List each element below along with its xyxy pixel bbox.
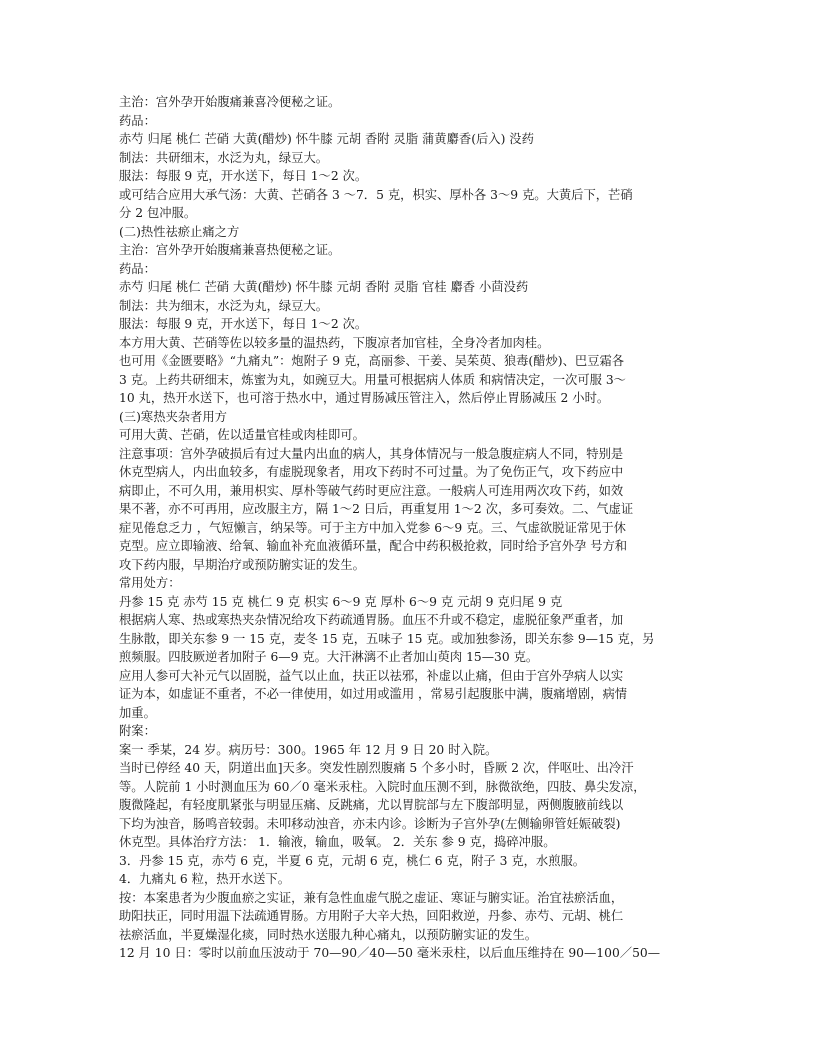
section-heading: (二)热性祛瘀止痛之方 [119,224,240,239]
text-line: 等。人院前 1 小时测血压为 60／0 毫米汞柱。入院时血压测不到，脉微欲绝，四肢、鼻尖发凉， [119,779,646,794]
text-line: 附案： [119,724,156,738]
text-line: 注意事项：宫外孕破损后有过大量内出血的病人，其身体情况与一般急腹症病人不同，特别是 [119,446,624,461]
text-line: 证为本，如虚证不重者，不必一律使用，如过用或滥用 ，常易引起腹胀中满，腹痛增剧，病情 [119,687,628,701]
text-line: 根据病人寒、热或寒热夹杂情况给攻下药疏通胃肠。血压不升或不稳定，虚脱征象严重者，加 [119,613,624,627]
text-line: 生脉散，即关东参 9 一 15 克，麦冬 15 克，五味子 15 克。或加独参汤，即关东参 9—15 克，另 [119,631,655,646]
text-line: 症见倦怠乏力 ，气短懒言，纳呆等。可于主方中加入党参 6～9 克。三、气虚欲脱证常见于休 [119,520,626,535]
text-line: 本方用大黄、芒硝等佐以较多量的温热药，下腹凉者加官桂，全身冷者加肉桂。 [119,335,550,350]
text-line: 也可用《金匮要略》“九痛丸”：炮附子 9 克，高丽参、干姜、吴茱萸、狼毒(醋炒)、巴豆霜各 [119,354,625,368]
text-line: 助阳扶正，同时用温下法疏通胃肠。方用附子大辛大热，回阳救逆，丹参、赤芍、元胡、桃仁 [119,909,624,923]
text-line: 煎频服。四肢厥逆者加附子 6—9 克。大汗淋漓不止者加山萸肉 15—30 克。 [119,650,539,664]
text-line: 分 2 包冲服。 [119,206,197,220]
text-line: 案一 季某，24 岁。病历号：300。1965 年 12 月 9 日 20 时入院。 [119,742,498,757]
text-line: 按：本案患者为少腹血瘀之实证，兼有急性血虚气脱之虚证、寒证与腑实证。治宜祛瘀活血， [119,890,624,905]
text-line: 4．九痛丸 6 粒，热开水送下。 [119,872,291,886]
text-line: 服法：每服 9 克，开水送下，每日 1～2 次。 [119,317,368,331]
text-line: 主治：宫外孕开始腹痛兼喜热便秘之证。 [119,243,341,257]
text-line: 攻下药内服，早期治疗或预防腑实证的发生。 [119,557,365,572]
text-line: 克型。应立即输液、给氧、输血补充血液循环量，配合中药积极抢救，同时给予宫外孕 号方和 [119,539,628,553]
text-line: 服法：每服 9 克，开水送下，每日 1～2 次。 [119,169,368,183]
text-line: 当时已停经 40 天，阴道出血]天多。突发性剧烈腹痛 5 个多小时，昏厥 2 次，伴呕吐、出冷汗 [119,761,634,775]
text-line: 12 月 10 日：零时以前血压波动于 70—90／40—50 毫米汞柱，以后血压维持在 90—100／50— [119,946,661,960]
text-line: 或可结合应用大承气汤：大黄、芒硝各 3 ～7．5 克，枳实、厚朴各 3～9 克。大黄后下，芒硝 [119,187,633,202]
text-line: 可用大黄、芒硝，佐以适量官桂或肉桂即可。 [119,428,365,442]
text-line: 加重。 [119,705,156,720]
text-line: 应用人参可大补元气以固脱，益气以止血，扶正以祛邪，补虚以止痛，但由于宫外孕病人以实 [119,668,624,683]
text-line: 腹微隆起，有轻度肌紧张与明显压痛、反跳痛，尤以胃脘部与左下腹部明显，两侧腹腋前线以 [119,798,624,812]
text-line: 丹参 15 克 赤芍 15 克 桃仁 9 克 枳实 6～9 克 厚朴 6～9 克 元胡 9 克归尾 9 克 [119,594,563,609]
document-page [119,93,699,963]
text-line: 常用处方： [119,576,181,590]
text-line: 药品： [119,113,156,128]
text-line: 祛瘀活血，半夏燥湿化痰，同时热水送服九种心痛丸，以预防腑实证的发生。 [119,927,538,942]
text-line: 3．丹参 15 克，赤芍 6 克，半夏 6 克，元胡 6 克，桃仁 6 克，附子 3 克，水煎服。 [119,853,586,868]
text-line: 主治：宫外孕开始腹痛兼喜冷便秘之证。 [119,95,341,109]
text-line: 药品： [119,261,156,276]
text-line: 制法：共为细末，水泛为丸，绿豆大。 [119,298,329,313]
text-line: 下均为浊音，肠鸣音较弱。未叩移动浊音，亦未内诊。诊断为子宫外孕(左侧输卵管妊娠破裂) [119,816,621,831]
text-line: 赤芍 归尾 桃仁 芒硝 大黄(醋炒) 怀牛膝 元胡 香附 灵脂 官桂 麝香 小茴没药 [119,280,529,294]
text-line: 病即止，不可久用，兼用枳实、厚朴等破气药时更应注意。一般病人可连用两次攻下药，如效 [119,483,624,498]
text-line: 制法：共研细末，水泛为丸，绿豆大。 [119,150,329,165]
text-line: 10 丸，热开水送下，也可溶于热水中，通过胃肠减压管注入，然后停止胃肠减压 2 小时。 [119,391,610,405]
text-line: 赤芍 归尾 桃仁 芒硝 大黄(醋炒) 怀牛膝 元胡 香附 灵脂 蒲黄麝香(后入) 没药 [119,132,534,146]
text-line: 休克型。具体治疗方法： 1．输液，输血，吸氧。 2．关东 参 9 克，捣碎冲服。 [119,835,556,849]
section-heading: (三)寒热夹杂者用方 [119,409,227,424]
text-line: 果不著，亦不可再用，应改服主方，隔 1～2 日后，再重复用 1～2 次，多可奏效。二、气虚证 [119,502,634,516]
text-line: 休克型病人，内出血较多，有虚脱现象者，用攻下药时不可过量。为了免伤正气，攻下药应中 [119,465,624,479]
text-line: 3 克。上药共研细末，炼蜜为丸，如豌豆大。用量可根据病人体质 和病情决定，一次可服 3～ [119,372,626,387]
